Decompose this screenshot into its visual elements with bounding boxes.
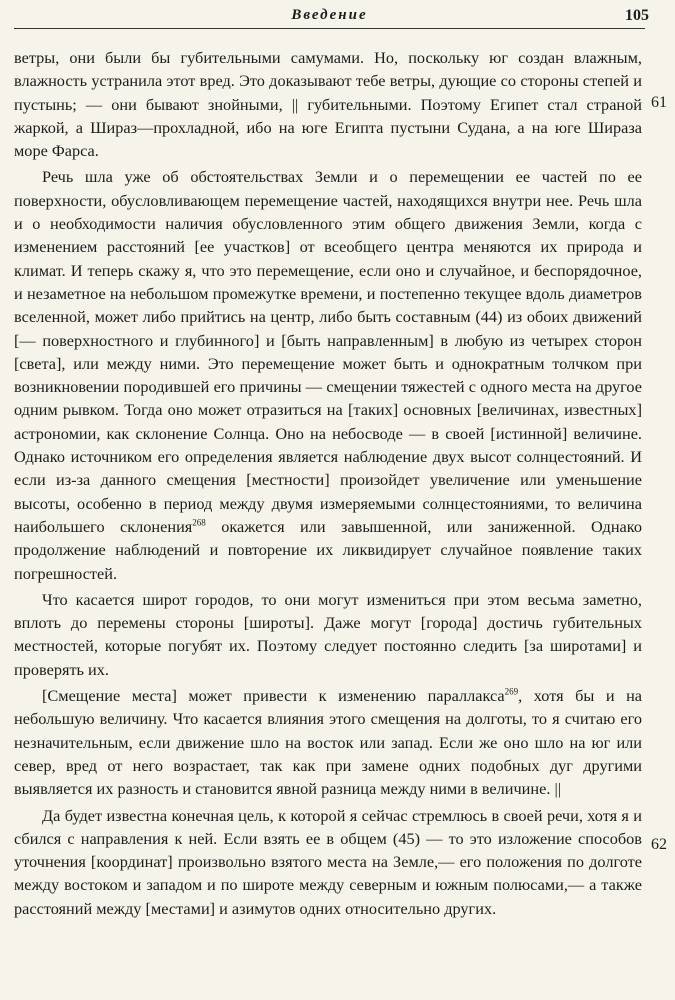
paragraph-2-text: Речь шла уже об обстоятельствах Земли и о перемещении ее частей по ее поверхности, обусловливающем перемещение частей, находящихся внутри нее. Речь шла и о необходимости наличия обусловленного этим общего движения Земли, когда с изменением расстояний [ее участков] от всеобщего центра меняются их природа и климат. И теперь скажу я, что это перемещение, если оно и случайное, и беспорядочное, и незаметное на небольшом промежутке времени, и постепенно текущее вдоль диаметров вселенной, может либо прийтись на центр, либо быть составным (44) из обоих движений [— поверхностного и глубинного] и [быть направленным] в любую из четырех сторон [света], или между ними. Это перемещение может быть и однократным толчком при возникновении породившей его причины — смещении тяжестей с одного места на другое одним рывком. Тогда оно может отразиться на [таких] основных [величинах, известных] астрономии, как склонение Солнца. Оно на небосводе — в своей [истинной] величине. Однако источником его определения является наблюдение двух высот солнцестояний. И если из-за данного смещения [местности] произойдет увеличение или уменьшение высоты, особенно в период между двумя измеряемыми солнцестояниями, то величина наибольшего склонения bbox=[14, 167, 642, 536]
paragraph-3 bbox=[14, 588, 642, 681]
paragraph-1-text: ветры, они были бы губительными самумами. Но, поскольку юг создан влажным, влажность устранила этот вред. Это доказывают тебе ветры, дующие со стороны степей и пустынь; — они бывают знойными, || губительными. Поэтому Египет стал страной жаркой, а Шираз—прохладной, ибо на юге Египта пустыни Судана, а на юге Шираза море Фарса. bbox=[14, 48, 642, 161]
paragraph-4-text-end: , хотя бы и на небольшую величину. Что касается влияния этого смещения на долготы, то я считаю его незначительным, если движение шло на восток или запад. Если же оно шло на юг или север, вред от него возрастает, так как при замене одних подобных дуг другими выявляется их разность и становится явной разница между ними в величине. || bbox=[14, 686, 643, 799]
margin-folio-61: 61 bbox=[651, 94, 667, 111]
paragraph-3-text: Что касается широт городов, то они могут измениться при этом весьма заметно, вплоть до перемены стороны [широты]. Даже могут [города] достичь губительных местностей, которые погубят их. Поэтому следует постоянно следить [за широтами] и проверять их. bbox=[14, 589, 642, 679]
footnote-ref-269[interactable]: 269 bbox=[504, 686, 519, 697]
paragraph-2 bbox=[14, 165, 642, 584]
margin-folio-62: 62 bbox=[651, 836, 667, 853]
running-header bbox=[14, 4, 649, 29]
paragraph-1 bbox=[14, 46, 642, 162]
running-title: Введение bbox=[291, 7, 368, 23]
paragraph-5-text: Да будет известна конечная цель, к которой я сейчас стремлюсь в своей речи, хотя я и сбился с направления к ней. Если взять ее в общем (45) — то это изложение способов уточнения [координат] произвольно взятого места на Земле,— его положения по долготе между востоком и западом и по широте между северным и южным полюсами,— а также расстояний между [местами] и азимутов одних относительно других. bbox=[14, 805, 642, 918]
page-number: 105 bbox=[625, 7, 649, 24]
footnote-ref-268[interactable]: 268 bbox=[192, 517, 206, 528]
paragraph-4 bbox=[14, 684, 642, 800]
paragraph-4-text: [Смещение места] может привести к изменению параллакса bbox=[42, 686, 505, 706]
paragraph-5 bbox=[14, 804, 642, 920]
paragraph-2-text-end: окажется или завышенной, или заниженной. Однако продолжение наблюдений и повторение их ликвидирует случайное появление таких погрешностей. bbox=[14, 516, 642, 583]
body-text bbox=[14, 46, 642, 920]
